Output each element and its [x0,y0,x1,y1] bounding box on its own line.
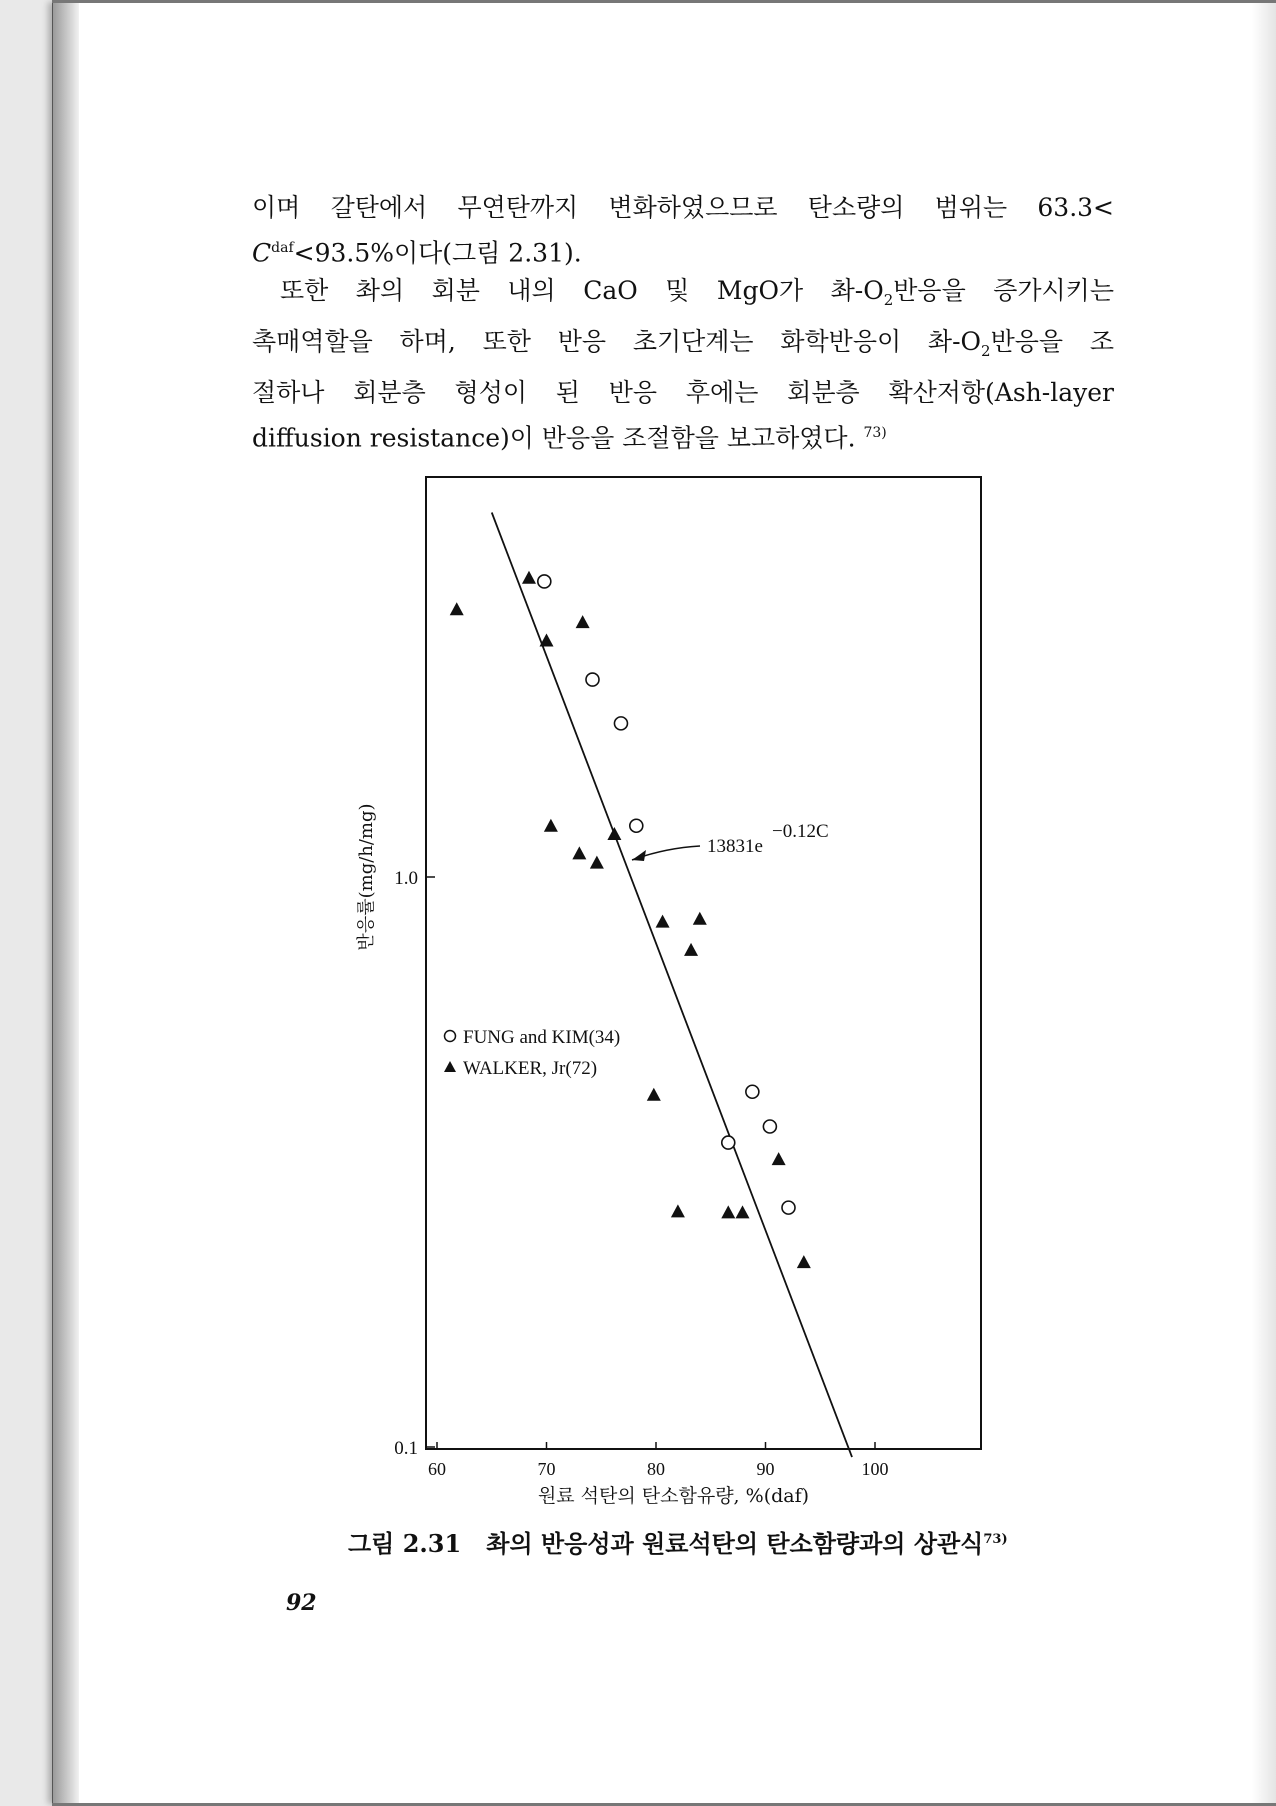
walker-point [576,615,590,628]
walker-point [797,1255,811,1268]
fung-kim-point [630,819,643,832]
walker-point [572,846,586,859]
fung-kim-point [763,1120,776,1133]
walker-point [450,602,464,615]
walker-point [647,1088,661,1101]
x-tick-label: 90 [756,1459,775,1479]
walker-point [772,1152,786,1165]
fung-kim-point [586,673,599,686]
paragraph-1-line-1: 이며 갈탄에서 무연탄까지 변화하였으므로 탄소량의 범위는 63.3< [252,193,1114,222]
page-number: 92 [286,1590,317,1616]
walker-point [607,827,621,840]
legend-marker-walker [444,1061,456,1072]
caption-text: 촤의 반응성과 원료석탄의 탄소함량과의 상관식 [486,1529,984,1558]
fung-kim-point [614,717,627,730]
fung-kim-point [782,1201,795,1214]
p2-line1-a: 또한 촤의 회분 내의 CaO 및 MgO가 촤-O [280,276,884,305]
caption-ref: 73) [983,1532,1008,1547]
p2-line2-b: 반응을 조 [990,327,1114,356]
p2-line2-a: 촉매역할을 하며, 또한 반응 초기단계는 화학반응이 촤-O [252,327,982,356]
daf-superscript: daf [271,240,294,256]
annotation-arrowhead [632,850,646,861]
p2-line4-text: diffusion resistance)이 반응을 조절함을 보고하였다. [252,423,856,453]
x-axis-label: 원료 석탄의 탄소함유량, %(daf) [537,1485,810,1507]
figure-caption [348,1524,1008,1559]
walker-point [736,1205,750,1218]
walker-point [684,943,698,956]
y-tick-label: 0.1 [394,1438,418,1459]
x-tick-label: 100 [861,1459,889,1479]
fung-kim-point [746,1085,759,1098]
carbon-range-text: <93.5%이다(그림 2.31). [293,238,582,268]
x-tick-label: 80 [647,1459,665,1479]
fung-kim-point [538,575,551,588]
p2-line1-b: 반응을 증가시키는 [893,276,1114,305]
legend-label: WALKER, Jr(72) [463,1058,598,1079]
p2-line4-ref: 73) [863,425,887,441]
x-tick-label: 70 [537,1459,556,1479]
walker-point [671,1204,685,1217]
fung-kim-point [722,1136,735,1149]
y-axis-label: 반응률(mg/h/mg) [356,803,377,951]
walker-point [721,1205,735,1218]
fit-annotation: 13831e [707,836,763,857]
walker-point [522,571,536,584]
walker-point [693,912,707,925]
caption-label: 그림 2.31 [348,1529,462,1558]
walker-point [590,856,604,869]
walker-point [540,633,554,646]
carbon-symbol: C [252,238,272,268]
walker-point [656,915,670,928]
y-tick-label: 1.0 [394,868,418,889]
fit-annotation-exponent: −0.12C [772,821,829,842]
legend-label: FUNG and KIM(34) [463,1027,621,1048]
legend-marker-fung-kim [445,1031,456,1042]
p2-line1-sub: 2 [883,291,894,309]
plot-frame [426,477,981,1449]
p2-line2-sub: 2 [981,342,991,360]
walker-point [544,819,558,832]
fit-line [492,512,852,1457]
paragraph-2-line-3: 절하나 회분층 형성이 된 반응 후에는 회분층 확산저항(Ash-layer [252,378,1114,407]
x-tick-label: 60 [428,1459,446,1479]
